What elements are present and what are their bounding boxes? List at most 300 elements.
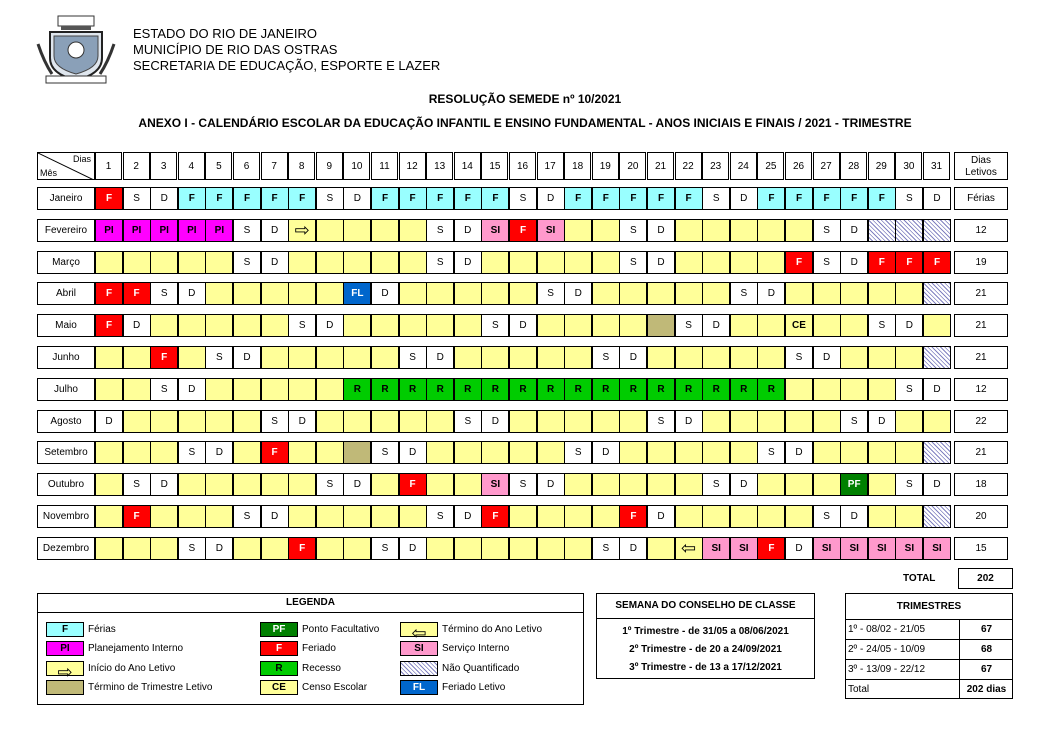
day-cell: R bbox=[454, 378, 482, 401]
day-cell: F bbox=[481, 187, 509, 210]
day-cell: F bbox=[150, 346, 178, 369]
legend-label: Serviço Interno bbox=[442, 643, 510, 654]
day-cell bbox=[509, 410, 537, 433]
day-cell bbox=[592, 314, 620, 337]
day-cell: SI bbox=[895, 537, 923, 560]
day-cell bbox=[895, 346, 923, 369]
day-cell bbox=[840, 346, 868, 369]
day-cell: S bbox=[233, 251, 261, 274]
legend-swatch: R bbox=[260, 661, 298, 676]
day-cell bbox=[261, 537, 289, 560]
state-name: ESTADO DO RIO DE JANEIRO bbox=[133, 26, 317, 41]
day-cell bbox=[371, 314, 399, 337]
day-cell bbox=[868, 219, 896, 242]
month-row bbox=[37, 346, 1012, 369]
day-number-header: 2 bbox=[123, 152, 150, 180]
day-cell: D bbox=[178, 378, 206, 401]
day-cell bbox=[316, 219, 344, 242]
legend-swatch bbox=[46, 680, 84, 695]
day-cell bbox=[675, 473, 703, 496]
day-cell: F bbox=[647, 187, 675, 210]
month-school-days: 21 bbox=[954, 441, 1008, 464]
day-cell: D bbox=[399, 441, 427, 464]
day-number-header: 18 bbox=[564, 152, 591, 180]
day-cell: D bbox=[647, 505, 675, 528]
day-cell: S bbox=[840, 410, 868, 433]
day-cell bbox=[288, 505, 316, 528]
day-cell bbox=[178, 251, 206, 274]
day-cell bbox=[123, 346, 151, 369]
day-cell bbox=[564, 505, 592, 528]
day-cell: F bbox=[95, 282, 123, 305]
day-cell: D bbox=[123, 314, 151, 337]
day-cell bbox=[261, 346, 289, 369]
day-cell: S bbox=[399, 346, 427, 369]
day-cell bbox=[813, 378, 841, 401]
month-row bbox=[37, 505, 1012, 528]
day-cell bbox=[675, 346, 703, 369]
day-cell bbox=[288, 441, 316, 464]
day-cell bbox=[509, 282, 537, 305]
day-cell: S bbox=[813, 219, 841, 242]
day-cell: F bbox=[895, 251, 923, 274]
school-calendar-grid bbox=[37, 152, 1012, 562]
day-cell: R bbox=[564, 378, 592, 401]
day-cell bbox=[233, 282, 261, 305]
month-row bbox=[37, 314, 1012, 337]
legend-label: Recesso bbox=[302, 663, 341, 674]
day-cell bbox=[95, 537, 123, 560]
day-cell bbox=[868, 505, 896, 528]
day-cell bbox=[399, 219, 427, 242]
day-number-header: 26 bbox=[785, 152, 812, 180]
day-cell: SI bbox=[923, 537, 951, 560]
day-cell bbox=[757, 251, 785, 274]
day-cell bbox=[868, 282, 896, 305]
day-cell: F bbox=[564, 187, 592, 210]
day-cell bbox=[399, 505, 427, 528]
day-cell bbox=[205, 378, 233, 401]
day-cell bbox=[426, 410, 454, 433]
coat-of-arms-logo bbox=[36, 14, 116, 86]
day-cell: D bbox=[675, 410, 703, 433]
day-cell bbox=[757, 505, 785, 528]
day-cell bbox=[813, 410, 841, 433]
legend-label: Não Quantificado bbox=[442, 663, 520, 674]
day-cell bbox=[647, 314, 675, 337]
day-cell bbox=[316, 346, 344, 369]
day-cell bbox=[371, 410, 399, 433]
day-cell bbox=[564, 251, 592, 274]
day-cell: S bbox=[123, 187, 151, 210]
day-cell bbox=[343, 537, 371, 560]
day-cell bbox=[592, 282, 620, 305]
day-cell bbox=[481, 251, 509, 274]
day-cell bbox=[178, 314, 206, 337]
day-cell bbox=[923, 219, 951, 242]
day-cell bbox=[316, 378, 344, 401]
day-cell: D bbox=[537, 473, 565, 496]
day-cell bbox=[702, 219, 730, 242]
day-cell: S bbox=[426, 219, 454, 242]
day-cell bbox=[150, 410, 178, 433]
day-number-header: 27 bbox=[813, 152, 840, 180]
month-name: Fevereiro bbox=[37, 219, 95, 242]
legend-swatch: PF bbox=[260, 622, 298, 637]
trimester-days: 68 bbox=[959, 640, 1013, 659]
day-cell: F bbox=[95, 187, 123, 210]
corner-days-label: Dias bbox=[72, 154, 91, 164]
day-cell bbox=[454, 282, 482, 305]
secretariat-name: SECRETARIA DE EDUCAÇÃO, ESPORTE E LAZER bbox=[133, 58, 441, 73]
day-cell bbox=[261, 314, 289, 337]
day-cell: PI bbox=[205, 219, 233, 242]
month-school-days: Férias bbox=[954, 187, 1008, 210]
corner-cell bbox=[37, 152, 95, 180]
day-cell: F bbox=[509, 219, 537, 242]
day-cell bbox=[757, 346, 785, 369]
day-cell bbox=[923, 346, 951, 369]
day-cell: S bbox=[233, 219, 261, 242]
day-cell: SI bbox=[868, 537, 896, 560]
legend-label: Planejamento Interno bbox=[88, 643, 184, 654]
day-cell: D bbox=[261, 251, 289, 274]
trimester-total-row bbox=[846, 680, 1012, 699]
day-cell: D bbox=[923, 473, 951, 496]
day-cell: D bbox=[592, 441, 620, 464]
day-cell bbox=[840, 314, 868, 337]
class-council-week-box bbox=[596, 593, 815, 679]
day-cell bbox=[150, 314, 178, 337]
day-cell: S bbox=[592, 537, 620, 560]
day-cell: S bbox=[730, 282, 758, 305]
day-cell bbox=[288, 219, 316, 242]
trimester-range: 3º - 13/09 - 22/12 bbox=[848, 664, 926, 675]
month-name: Junho bbox=[37, 346, 95, 369]
day-cell bbox=[371, 346, 399, 369]
day-cell bbox=[730, 441, 758, 464]
day-cell bbox=[895, 441, 923, 464]
day-cell bbox=[261, 378, 289, 401]
day-number-header: 6 bbox=[233, 152, 260, 180]
day-cell: F bbox=[178, 187, 206, 210]
day-cell: R bbox=[619, 378, 647, 401]
day-cell bbox=[426, 441, 454, 464]
day-cell: F bbox=[123, 282, 151, 305]
day-cell: F bbox=[923, 251, 951, 274]
day-cell: S bbox=[868, 314, 896, 337]
day-cell bbox=[426, 537, 454, 560]
legend-swatch: F bbox=[46, 622, 84, 637]
day-cell bbox=[675, 441, 703, 464]
day-cell: D bbox=[564, 282, 592, 305]
day-cell bbox=[399, 251, 427, 274]
day-cell bbox=[316, 537, 344, 560]
day-cell: D bbox=[868, 410, 896, 433]
day-cell bbox=[288, 378, 316, 401]
day-cell: F bbox=[426, 187, 454, 210]
day-cell: S bbox=[785, 346, 813, 369]
day-cell bbox=[730, 219, 758, 242]
day-cell: D bbox=[178, 282, 206, 305]
day-cell: F bbox=[868, 251, 896, 274]
month-school-days: 21 bbox=[954, 282, 1008, 305]
month-school-days: 21 bbox=[954, 314, 1008, 337]
day-cell bbox=[150, 537, 178, 560]
day-cell bbox=[675, 282, 703, 305]
trimester-row bbox=[846, 620, 1012, 640]
day-cell: D bbox=[923, 378, 951, 401]
day-cell: SI bbox=[813, 537, 841, 560]
day-cell: R bbox=[702, 378, 730, 401]
day-number-header: 25 bbox=[757, 152, 784, 180]
day-cell: R bbox=[426, 378, 454, 401]
day-cell bbox=[675, 537, 703, 560]
day-cell bbox=[895, 282, 923, 305]
day-cell: D bbox=[619, 537, 647, 560]
day-cell bbox=[868, 346, 896, 369]
day-cell: SI bbox=[730, 537, 758, 560]
day-cell: SI bbox=[481, 219, 509, 242]
day-cell: S bbox=[619, 219, 647, 242]
day-cell bbox=[647, 346, 675, 369]
legend-label: Início do Ano Letivo bbox=[88, 663, 176, 674]
day-cell bbox=[205, 282, 233, 305]
day-cell: F bbox=[261, 187, 289, 210]
day-cell: D bbox=[233, 346, 261, 369]
day-cell: F bbox=[813, 187, 841, 210]
total-label: TOTAL bbox=[903, 573, 936, 584]
day-number-header: 16 bbox=[509, 152, 536, 180]
month-name: Julho bbox=[37, 378, 95, 401]
day-cell bbox=[399, 410, 427, 433]
class-council-line: 1º Trimestre - de 31/05 a 08/06/2021 bbox=[622, 626, 789, 637]
day-number-header: 19 bbox=[592, 152, 619, 180]
legend-label: Feriado bbox=[302, 643, 336, 654]
day-cell: R bbox=[757, 378, 785, 401]
calendar-title: ANEXO I - CALENDÁRIO ESCOLAR DA EDUCAÇÃO INFANTIL E ENSINO FUNDAMENTAL - ANOS INICIAIS E FINAIS / 2021 - TRIMESTRE bbox=[138, 116, 912, 130]
day-cell bbox=[868, 473, 896, 496]
day-cell bbox=[509, 441, 537, 464]
day-cell: D bbox=[840, 219, 868, 242]
day-cell: D bbox=[261, 505, 289, 528]
day-cell bbox=[785, 282, 813, 305]
resolution-title: RESOLUÇÃO SEMEDE nº 10/2021 bbox=[428, 92, 622, 106]
day-cell bbox=[233, 378, 261, 401]
month-name: Outubro bbox=[37, 473, 95, 496]
day-cell: F bbox=[757, 187, 785, 210]
day-cell: D bbox=[426, 346, 454, 369]
day-cell bbox=[343, 346, 371, 369]
day-cell bbox=[509, 505, 537, 528]
day-cell: F bbox=[288, 537, 316, 560]
day-cell: S bbox=[509, 187, 537, 210]
day-cell bbox=[564, 537, 592, 560]
month-school-days: 22 bbox=[954, 410, 1008, 433]
day-cell bbox=[288, 346, 316, 369]
day-cell: D bbox=[757, 282, 785, 305]
day-cell bbox=[371, 251, 399, 274]
day-cell: S bbox=[675, 314, 703, 337]
day-cell: D bbox=[95, 410, 123, 433]
day-cell: S bbox=[178, 537, 206, 560]
day-cell bbox=[537, 537, 565, 560]
legend-label: Término do Ano Letivo bbox=[442, 624, 543, 635]
day-cell bbox=[537, 346, 565, 369]
day-cell: D bbox=[454, 251, 482, 274]
day-cell: F bbox=[675, 187, 703, 210]
day-cell: D bbox=[316, 314, 344, 337]
day-cell bbox=[288, 282, 316, 305]
day-cell bbox=[702, 346, 730, 369]
day-cell bbox=[371, 219, 399, 242]
day-cell bbox=[426, 473, 454, 496]
day-cell: D bbox=[647, 219, 675, 242]
day-cell bbox=[592, 219, 620, 242]
day-cell bbox=[261, 473, 289, 496]
day-cell bbox=[702, 505, 730, 528]
day-cell: SI bbox=[537, 219, 565, 242]
month-row bbox=[37, 441, 1012, 464]
day-cell bbox=[481, 441, 509, 464]
day-cell: SI bbox=[481, 473, 509, 496]
day-cell: S bbox=[371, 537, 399, 560]
day-cell: D bbox=[785, 537, 813, 560]
day-cell: F bbox=[840, 187, 868, 210]
day-number-header: 13 bbox=[426, 152, 453, 180]
day-cell bbox=[233, 473, 261, 496]
day-cell: PF bbox=[840, 473, 868, 496]
day-cell bbox=[454, 314, 482, 337]
day-cell bbox=[702, 251, 730, 274]
day-cell bbox=[619, 314, 647, 337]
day-cell: D bbox=[261, 219, 289, 242]
day-cell bbox=[454, 537, 482, 560]
day-cell: S bbox=[426, 505, 454, 528]
day-cell bbox=[233, 410, 261, 433]
day-cell bbox=[895, 219, 923, 242]
day-cell bbox=[730, 505, 758, 528]
day-cell bbox=[205, 251, 233, 274]
day-cell bbox=[178, 505, 206, 528]
day-cell: F bbox=[785, 187, 813, 210]
trimester-total-days: 202 dias bbox=[959, 680, 1013, 699]
day-cell bbox=[343, 441, 371, 464]
day-cell: R bbox=[592, 378, 620, 401]
trimesters-title: TRIMESTRES bbox=[846, 594, 1012, 620]
day-cell bbox=[730, 251, 758, 274]
day-cell bbox=[288, 473, 316, 496]
day-cell bbox=[647, 537, 675, 560]
legend-swatch: SI bbox=[400, 641, 438, 656]
day-cell bbox=[757, 473, 785, 496]
day-cell bbox=[730, 346, 758, 369]
institution-header bbox=[133, 26, 440, 74]
month-name: Janeiro bbox=[37, 187, 95, 210]
day-cell: PI bbox=[150, 219, 178, 242]
day-cell bbox=[316, 282, 344, 305]
day-cell: F bbox=[371, 187, 399, 210]
day-number-header: 11 bbox=[371, 152, 398, 180]
day-number-header: 12 bbox=[399, 152, 426, 180]
day-cell bbox=[592, 473, 620, 496]
month-row bbox=[37, 251, 1012, 274]
day-cell: F bbox=[261, 441, 289, 464]
month-row bbox=[37, 187, 1012, 210]
day-cell bbox=[316, 505, 344, 528]
day-cell: F bbox=[399, 187, 427, 210]
day-cell: D bbox=[481, 410, 509, 433]
day-cell bbox=[730, 410, 758, 433]
day-number-header: 24 bbox=[730, 152, 757, 180]
day-cell: F bbox=[785, 251, 813, 274]
day-cell: S bbox=[757, 441, 785, 464]
day-number-header: 21 bbox=[647, 152, 674, 180]
day-cell: S bbox=[205, 346, 233, 369]
day-cell: FL bbox=[343, 282, 371, 305]
day-number-header: 7 bbox=[261, 152, 288, 180]
day-cell bbox=[454, 441, 482, 464]
day-cell bbox=[371, 473, 399, 496]
day-cell: D bbox=[702, 314, 730, 337]
class-council-title: SEMANA DO CONSELHO DE CLASSE bbox=[597, 594, 814, 619]
day-cell bbox=[178, 473, 206, 496]
legend-swatch: CE bbox=[260, 680, 298, 695]
day-cell bbox=[316, 251, 344, 274]
day-cell: F bbox=[233, 187, 261, 210]
day-cell: PI bbox=[123, 219, 151, 242]
day-cell bbox=[205, 314, 233, 337]
day-cell bbox=[509, 537, 537, 560]
day-cell: S bbox=[895, 187, 923, 210]
day-cell bbox=[178, 410, 206, 433]
day-cell bbox=[564, 410, 592, 433]
day-cell bbox=[785, 378, 813, 401]
day-cell: F bbox=[757, 537, 785, 560]
day-cell bbox=[923, 282, 951, 305]
day-cell: F bbox=[619, 505, 647, 528]
day-cell: D bbox=[343, 187, 371, 210]
trimesters-box bbox=[845, 593, 1013, 699]
day-cell bbox=[233, 441, 261, 464]
day-cell bbox=[564, 314, 592, 337]
day-cell: S bbox=[178, 441, 206, 464]
day-cell: F bbox=[123, 505, 151, 528]
day-number-header: 31 bbox=[923, 152, 950, 180]
month-name: Abril bbox=[37, 282, 95, 305]
day-cell: D bbox=[399, 537, 427, 560]
day-cell: CE bbox=[785, 314, 813, 337]
day-cell bbox=[95, 505, 123, 528]
day-cell: D bbox=[150, 187, 178, 210]
legend-label: Término de Trimestre Letivo bbox=[88, 682, 213, 693]
day-cell: S bbox=[481, 314, 509, 337]
day-cell bbox=[537, 441, 565, 464]
day-number-header: 8 bbox=[288, 152, 315, 180]
day-cell bbox=[647, 473, 675, 496]
day-number-header: 22 bbox=[675, 152, 702, 180]
day-cell bbox=[123, 441, 151, 464]
day-cell: D bbox=[371, 282, 399, 305]
day-cell: D bbox=[840, 251, 868, 274]
day-cell bbox=[205, 410, 233, 433]
day-number-header: 23 bbox=[702, 152, 729, 180]
legend-label: Feriado Letivo bbox=[442, 682, 506, 693]
day-cell bbox=[123, 251, 151, 274]
day-cell: R bbox=[509, 378, 537, 401]
day-cell: D bbox=[454, 505, 482, 528]
day-cell bbox=[233, 314, 261, 337]
